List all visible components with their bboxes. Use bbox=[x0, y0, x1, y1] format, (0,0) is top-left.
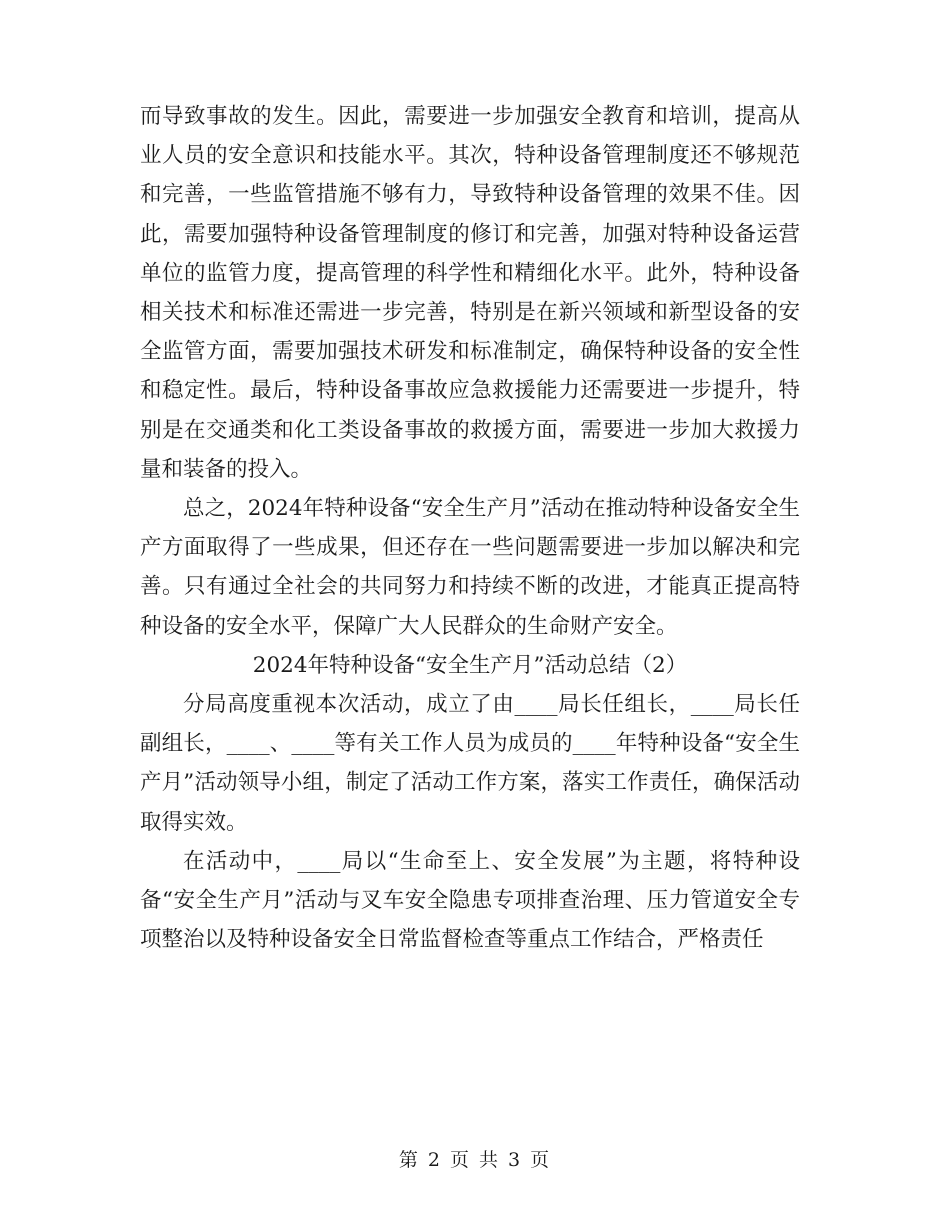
paragraph-continuation: 而导致事故的发生。因此，需要进一步加强安全教育和培训，提高从业人员的安全意识和技能水平。其次，特种设备管理制度还不够规范和完善，一些监管措施不够有力，导致特种设备管理的效果不佳。因此，需要加强特种设备管理制度的修订和完善，加强对特种设备运营单位的监管力度，提高管理的科学性和精细化水平。此外，特种设备相关技术和标准还需进一步完善，特别是在新兴领域和新型设备的安全监管方面，需要加强技术研发和标准制定，确保特种设备的安全性和稳定性。最后，特种设备事故应急救援能力还需要进一步提升，特别是在交通类和化工类设备事故的救援方面，需要进一步加大救援力量和装备的投入。 bbox=[140, 104, 800, 482]
paragraph-leadership-group: 分局高度重视本次活动，成立了由____局长任组长，____局长任副组长，____、____等有关工作人员为成员的____年特种设备“安全生产月”活动领导小组，制定了活动工作方案，落实工作责任，确保活动取得实效。 bbox=[140, 692, 800, 835]
paragraph-activity-theme: 在活动中，____局以“生命至上、安全发展”为主题，将特种设备“安全生产月”活动与叉车安全隐患专项排查治理、压力管道安全专项整治以及特种设备安全日常监督检查等重点工作结合，严格责任 bbox=[140, 848, 800, 953]
paragraph-conclusion: 总之，2024年特种设备“安全生产月”活动在推动特种设备安全生产方面取得了一些成果，但还存在一些问题需要进一步加以解决和完善。只有通过全社会的共同努力和持续不断的改进，才能真正提高特种设备的安全水平，保障广大人民群众的生命财产安全。 bbox=[140, 496, 800, 639]
document-body bbox=[140, 97, 800, 959]
section-title: 2024年特种设备“安全生产月”活动总结（2） bbox=[252, 652, 688, 678]
page-number-footer: 第 2 页 共 3 页 bbox=[398, 1149, 552, 1171]
